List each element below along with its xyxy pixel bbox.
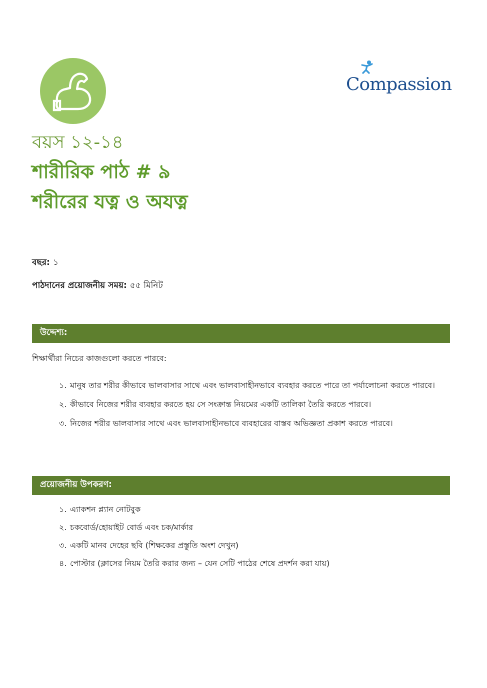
list-item <box>32 379 442 392</box>
time-label: পাঠদানের প্রয়োজনীয় সময়: <box>32 281 127 291</box>
flexed-arm-icon <box>40 58 106 124</box>
materials-header: প্রয়োজনীয় উপকরণ: <box>32 476 450 495</box>
item-text: কীভাবে নিজের শরীর ব্যবহার করতে হয় সে সংক্রান্ত নিয়মের একটি তালিকা তৈরি করতে পারবে। <box>70 400 372 409</box>
year-value: ১ <box>52 258 59 268</box>
item-text: পোস্টার (ক্লাসের নিয়ম তৈরি করার জন্য – যেন সেটি পাঠের শেষে প্রদর্শন করা যায়) <box>70 559 330 568</box>
objectives-intro: শিক্ষার্থীরা নিচের কাজগুলো করতে পারবে: <box>32 354 167 363</box>
compassion-figure-icon <box>360 60 374 74</box>
list-item <box>32 503 442 516</box>
item-text: একটি মানব দেহের ছবি (শিক্ষকের প্রস্তুতি অংশ দেখুন) <box>70 541 239 550</box>
item-text: নিজের শরীর ভালবাসার সাথে এবং ভালবাসাহীনভাবে ব্যবহারের বাস্তব অভিজ্ঞতা প্রকাশ করতে পারবে। <box>70 419 393 428</box>
item-number: ২. <box>59 523 67 532</box>
list-item <box>32 521 442 534</box>
time-value: ৫৫ মিনিট <box>129 281 163 291</box>
item-number: ৩. <box>59 419 67 428</box>
item-text: এ্যাকশন প্ল্যান নোটবুক <box>70 505 141 514</box>
list-item <box>32 557 442 570</box>
lesson-title: শরীরের যত্ন ও অযত্ন <box>32 191 188 213</box>
item-number: ৪. <box>59 559 67 568</box>
brand-name: Compassion <box>346 74 452 95</box>
item-number: ৩. <box>59 541 67 550</box>
list-item <box>32 539 442 552</box>
item-number: ১. <box>59 381 67 390</box>
materials-list <box>32 503 442 575</box>
item-number: ১. <box>59 505 67 514</box>
item-number: ২. <box>59 400 67 409</box>
year-label: বছর: <box>32 258 50 268</box>
item-text: মানুষ তার শরীর কীভাবে ভালবাসার সাথে এবং ভালবাসাহীনভাবে ব্যবহার করতে পারে তা পর্যালোচনা করতে পারবে। <box>70 381 435 390</box>
item-text: চকবোর্ড/হোয়াইট বোর্ড এবং চক/মার্কার <box>70 523 194 532</box>
objectives-list <box>32 379 442 436</box>
compassion-logo <box>342 60 452 100</box>
objectives-header: উদ্দেশ্য: <box>32 324 450 343</box>
year-row <box>32 256 58 270</box>
age-range: বয়স ১২-১৪ <box>32 132 124 153</box>
list-item <box>32 398 442 411</box>
list-item <box>32 417 442 430</box>
lesson-number: শারীরিক পাঠ # ৯ <box>32 161 171 183</box>
time-row <box>32 279 163 293</box>
